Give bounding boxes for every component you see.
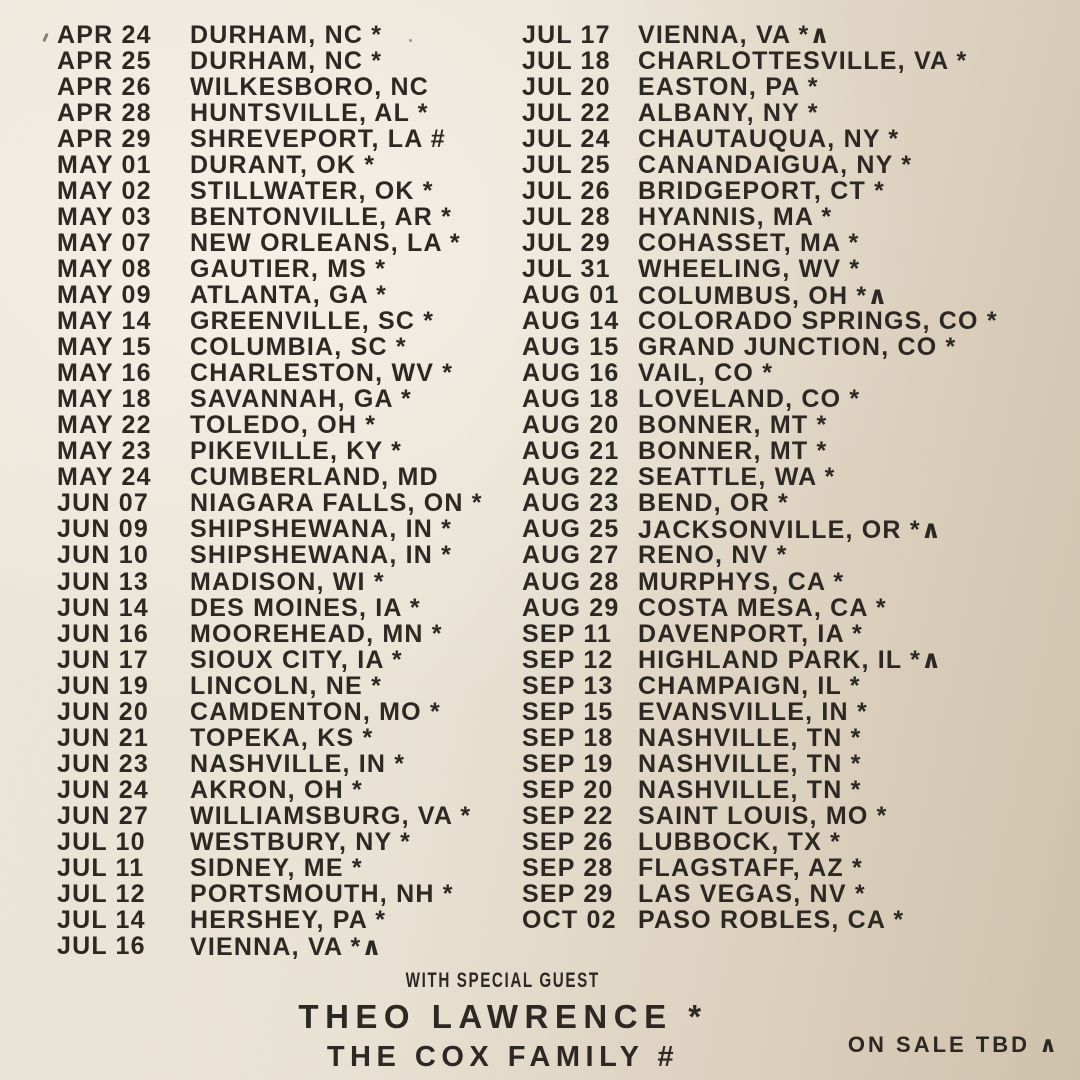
tour-date: JUN 19 — [57, 671, 149, 700]
tour-date: OCT 02 — [522, 906, 617, 935]
guest-name-theo-lawrence: THEO LAWRENCE * — [298, 998, 708, 1035]
tour-date-row — [522, 699, 998, 725]
tour-city-venue: NASHVILLE, TN * — [638, 749, 862, 778]
on-sale-note: ON SALE TBD ∧ — [847, 1032, 1060, 1057]
tour-city-venue: COLUMBIA, SC * — [190, 333, 407, 362]
tour-date: JUL 29 — [522, 228, 611, 257]
tour-date: MAY 14 — [57, 307, 152, 336]
tour-date: JUN 20 — [57, 697, 149, 726]
tour-date-row — [522, 543, 998, 569]
tour-date-row — [57, 569, 483, 595]
tour-city-venue: GAUTIER, MS * — [190, 254, 387, 283]
tour-city-venue: LAS VEGAS, NV * — [638, 880, 866, 909]
tour-date-row — [522, 517, 998, 543]
tour-date-row — [522, 829, 998, 855]
tour-date-row — [57, 908, 483, 934]
tour-date: JUL 24 — [522, 124, 611, 153]
tour-city-venue: AKRON, OH * — [190, 775, 363, 804]
tour-date-row — [57, 178, 483, 204]
tour-city-venue: CHAUTAUQUA, NY * — [638, 124, 900, 153]
tour-date: SEP 11 — [522, 619, 613, 648]
tour-date: JUL 31 — [522, 254, 611, 283]
tour-date-row — [522, 335, 998, 361]
tour-date-row — [522, 491, 998, 517]
tour-date: JUN 13 — [57, 567, 149, 596]
tour-date: MAY 01 — [57, 150, 152, 179]
tour-city-venue: GRAND JUNCTION, CO * — [638, 333, 957, 362]
tour-date-row — [57, 256, 483, 282]
tour-date: AUG 25 — [522, 515, 620, 544]
tour-date: AUG 23 — [522, 489, 620, 518]
tour-date: JUN 16 — [57, 619, 149, 648]
tour-date: JUL 12 — [57, 880, 146, 909]
tour-date: JUL 28 — [522, 202, 611, 231]
tour-date-row — [57, 74, 483, 100]
tour-city-venue: VIENNA, VA *∧ — [638, 21, 831, 50]
tour-date-row — [57, 282, 483, 308]
tour-date: AUG 20 — [522, 411, 620, 440]
tour-date: JUN 21 — [57, 723, 149, 752]
tour-city-venue: MADISON, WI * — [190, 567, 385, 596]
tour-date-row — [57, 621, 483, 647]
tour-date: AUG 14 — [522, 307, 620, 336]
tour-city-venue: FLAGSTAFF, AZ * — [638, 854, 863, 883]
tour-date: JUL 17 — [522, 20, 611, 49]
tour-date: MAY 15 — [57, 333, 152, 362]
tour-date-row — [57, 152, 483, 178]
tour-date-row — [522, 361, 998, 387]
tour-date: MAY 22 — [57, 411, 152, 440]
tour-date: SEP 19 — [522, 749, 614, 778]
tour-date-row — [57, 934, 483, 960]
tour-city-venue: TOLEDO, OH * — [190, 411, 377, 440]
tour-city-venue: SHIPSHEWANA, IN * — [190, 541, 453, 570]
tour-date: AUG 22 — [522, 463, 620, 492]
tour-city-venue: NASHVILLE, TN * — [638, 723, 862, 752]
tour-date-row — [57, 48, 483, 74]
tour-date-row — [57, 491, 483, 517]
tour-date-row — [522, 439, 998, 465]
tour-date: AUG 29 — [522, 593, 620, 622]
tour-city-venue: BONNER, MT * — [638, 437, 828, 466]
tour-city-venue: NASHVILLE, TN * — [638, 775, 862, 804]
tour-city-venue: SEATTLE, WA * — [638, 463, 836, 492]
tour-date-row — [57, 126, 483, 152]
tour-city-venue: BEND, OR * — [638, 489, 789, 518]
tour-date: SEP 18 — [522, 723, 614, 752]
tour-date-row — [522, 74, 998, 100]
tour-date-row — [522, 100, 998, 126]
tour-date-row — [522, 595, 998, 621]
tour-city-venue: NEW ORLEANS, LA * — [190, 228, 461, 257]
tour-city-venue: MOOREHEAD, MN * — [190, 619, 443, 648]
tour-date-row — [57, 100, 483, 126]
tour-date: APR 29 — [57, 124, 152, 153]
tour-date-row — [57, 673, 483, 699]
tour-date-row — [522, 725, 998, 751]
tour-date: JUN 09 — [57, 515, 149, 544]
tour-date: SEP 26 — [522, 827, 614, 856]
tour-date-row — [57, 543, 483, 569]
tour-date-row — [57, 413, 483, 439]
tour-city-venue: STILLWATER, OK * — [190, 176, 434, 205]
tour-city-venue: CUMBERLAND, MD — [190, 463, 439, 492]
tour-date: JUL 14 — [57, 906, 146, 935]
tour-date: JUN 10 — [57, 541, 149, 570]
tour-city-venue: DAVENPORT, IA * — [638, 619, 863, 648]
tour-date-row — [522, 856, 998, 882]
tour-date-row — [522, 569, 998, 595]
tour-date: JUN 27 — [57, 801, 149, 830]
tour-date: JUN 14 — [57, 593, 149, 622]
tour-city-venue: HUNTSVILLE, AL * — [190, 98, 429, 127]
tour-city-venue: JACKSONVILLE, OR *∧ — [638, 515, 943, 544]
tour-date-row — [522, 178, 998, 204]
tour-city-venue: DURHAM, NC * — [190, 46, 383, 75]
tour-date: SEP 15 — [522, 697, 614, 726]
tour-date: AUG 16 — [522, 359, 620, 388]
tour-date-row — [57, 230, 483, 256]
tour-city-venue: SAINT LOUIS, MO * — [638, 801, 888, 830]
tour-date-row — [57, 647, 483, 673]
tour-date: JUL 18 — [522, 46, 611, 75]
tour-date: AUG 15 — [522, 333, 620, 362]
tour-date: SEP 28 — [522, 854, 614, 883]
tour-city-venue: COLUMBUS, OH *∧ — [638, 281, 889, 310]
tour-date: APR 25 — [57, 46, 152, 75]
tour-date: JUL 25 — [522, 150, 611, 179]
tour-city-venue: DURHAM, NC * — [190, 20, 383, 49]
tour-city-venue: LINCOLN, NE * — [190, 671, 382, 700]
tour-date: AUG 01 — [522, 281, 620, 309]
tour-dates-column-right — [522, 22, 998, 934]
tour-date-row — [522, 230, 998, 256]
tour-date-row — [57, 465, 483, 491]
tour-city-venue: WHEELING, WV * — [638, 254, 861, 283]
tour-date: AUG 28 — [522, 567, 620, 596]
tour-date: MAY 09 — [57, 281, 152, 309]
tour-date: SEP 12 — [522, 645, 614, 674]
tour-date: MAY 23 — [57, 437, 152, 466]
tour-date-row — [57, 699, 483, 725]
tour-city-venue: COLORADO SPRINGS, CO * — [638, 307, 998, 336]
tour-date-row — [522, 309, 998, 335]
tour-city-venue: VIENNA, VA *∧ — [190, 932, 383, 961]
tour-city-venue: BRIDGEPORT, CT * — [638, 176, 885, 205]
tour-date: JUN 07 — [57, 489, 149, 518]
tour-city-venue: COSTA MESA, CA * — [638, 593, 887, 622]
tour-city-venue: HIGHLAND PARK, IL *∧ — [638, 646, 943, 675]
tour-date-row — [57, 595, 483, 621]
tour-date-row — [57, 725, 483, 751]
tour-date: AUG 21 — [522, 437, 620, 466]
tour-city-venue: BONNER, MT * — [638, 411, 828, 440]
tour-city-venue: HYANNIS, MA * — [638, 202, 833, 231]
tour-date-row — [522, 48, 998, 74]
tour-date-row — [57, 856, 483, 882]
tour-date: JUN 24 — [57, 775, 149, 804]
tour-city-venue: NIAGARA FALLS, ON * — [190, 489, 483, 518]
tour-date-row — [522, 387, 998, 413]
tour-city-venue: WESTBURY, NY * — [190, 827, 411, 856]
tour-city-venue: DURANT, OK * — [190, 150, 376, 179]
tour-city-venue: SAVANNAH, GA * — [190, 385, 412, 414]
tour-date: SEP 20 — [522, 775, 614, 804]
tour-date: MAY 24 — [57, 463, 152, 492]
tour-date: JUN 23 — [57, 749, 149, 778]
tour-date-row — [57, 361, 483, 387]
tour-date-row — [522, 256, 998, 282]
tour-city-venue: NASHVILLE, IN * — [190, 749, 406, 778]
tour-date-row — [57, 309, 483, 335]
tour-date: MAY 08 — [57, 254, 152, 283]
tour-city-venue: COHASSET, MA * — [638, 228, 860, 257]
tour-date: AUG 27 — [522, 541, 620, 570]
tour-date-row — [522, 204, 998, 230]
paper-speck — [42, 33, 48, 42]
tour-city-venue: LUBBOCK, TX * — [638, 827, 842, 856]
tour-date-row — [522, 673, 998, 699]
tour-city-venue: CANANDAIGUA, NY * — [638, 150, 913, 179]
tour-date: JUN 17 — [57, 645, 149, 674]
tour-date-row — [522, 413, 998, 439]
tour-city-venue: RENO, NV * — [638, 541, 788, 570]
tour-date-row — [522, 152, 998, 178]
tour-date: APR 28 — [57, 98, 152, 127]
tour-date-row — [57, 204, 483, 230]
special-guest-label: WITH SPECIAL GUEST — [405, 969, 601, 993]
tour-city-venue: CAMDENTON, MO * — [190, 697, 441, 726]
tour-city-venue: MURPHYS, CA * — [638, 567, 845, 596]
tour-date-row — [522, 126, 998, 152]
tour-date-row — [57, 882, 483, 908]
tour-date-row — [522, 22, 998, 48]
tour-date: SEP 22 — [522, 801, 614, 830]
tour-city-venue: SIOUX CITY, IA * — [190, 645, 403, 674]
tour-city-venue: SIDNEY, ME * — [190, 854, 363, 883]
tour-city-venue: VAIL, CO * — [638, 359, 774, 388]
tour-date-row — [57, 803, 483, 829]
tour-date: APR 26 — [57, 72, 152, 101]
tour-date: MAY 02 — [57, 176, 152, 205]
tour-date-row — [522, 908, 998, 934]
tour-city-venue: EASTON, PA * — [638, 72, 819, 101]
tour-city-venue: CHAMPAIGN, IL * — [638, 671, 861, 700]
tour-dates-column-left — [57, 22, 483, 960]
tour-city-venue: CHARLESTON, WV * — [190, 359, 454, 388]
tour-date: JUL 20 — [522, 72, 611, 101]
tour-date-row — [57, 22, 483, 48]
tour-city-venue: TOPEKA, KS * — [190, 723, 374, 752]
tour-city-venue: EVANSVILLE, IN * — [638, 697, 868, 726]
tour-date-row — [57, 335, 483, 361]
tour-date-row — [522, 882, 998, 908]
tour-city-venue: HERSHEY, PA * — [190, 906, 387, 935]
guest-name-cox-family: THE COX FAMILY # — [326, 1041, 680, 1073]
tour-date-row — [57, 439, 483, 465]
tour-city-venue: ALBANY, NY * — [638, 98, 819, 127]
tour-city-venue: PORTSMOUTH, NH * — [190, 880, 454, 909]
tour-date-row — [57, 829, 483, 855]
tour-city-venue: DES MOINES, IA * — [190, 593, 421, 622]
tour-date-row — [57, 777, 483, 803]
tour-city-venue: ATLANTA, GA * — [190, 281, 388, 309]
tour-date: JUL 10 — [57, 827, 146, 856]
tour-date: JUL 11 — [57, 854, 145, 883]
tour-city-venue: SHREVEPORT, LA # — [190, 124, 446, 153]
tour-city-venue: PIKEVILLE, KY * — [190, 437, 403, 466]
tour-date-row — [522, 621, 998, 647]
tour-date: SEP 29 — [522, 880, 614, 909]
tour-city-venue: GREENVILLE, SC * — [190, 307, 435, 336]
tour-date-row — [522, 777, 998, 803]
tour-city-venue: BENTONVILLE, AR * — [190, 202, 453, 231]
tour-date: MAY 03 — [57, 202, 152, 231]
tour-date: JUL 22 — [522, 98, 611, 127]
tour-date-row — [522, 751, 998, 777]
tour-date: MAY 18 — [57, 385, 152, 414]
tour-date-row — [522, 282, 998, 308]
tour-date-row — [57, 387, 483, 413]
tour-city-venue: LOVELAND, CO * — [638, 385, 861, 414]
tour-date: MAY 16 — [57, 359, 152, 388]
tour-date-row — [522, 803, 998, 829]
special-guests-block — [298, 969, 707, 1074]
tour-date-row — [57, 751, 483, 777]
tour-city-venue: WILLIAMSBURG, VA * — [190, 801, 472, 830]
tour-date: SEP 13 — [522, 671, 614, 700]
tour-date: APR 24 — [57, 20, 152, 49]
tour-city-venue: CHARLOTTESVILLE, VA * — [638, 46, 968, 75]
tour-date-row — [522, 647, 998, 673]
tour-date-row — [522, 465, 998, 491]
tour-date: JUL 26 — [522, 176, 611, 205]
tour-date: JUL 16 — [57, 932, 146, 961]
tour-date: MAY 07 — [57, 228, 152, 257]
tour-date-row — [57, 517, 483, 543]
tour-date: AUG 18 — [522, 385, 620, 414]
tour-city-venue: PASO ROBLES, CA * — [638, 906, 905, 935]
tour-city-venue: SHIPSHEWANA, IN * — [190, 515, 453, 544]
tour-city-venue: WILKESBORO, NC — [190, 72, 430, 101]
